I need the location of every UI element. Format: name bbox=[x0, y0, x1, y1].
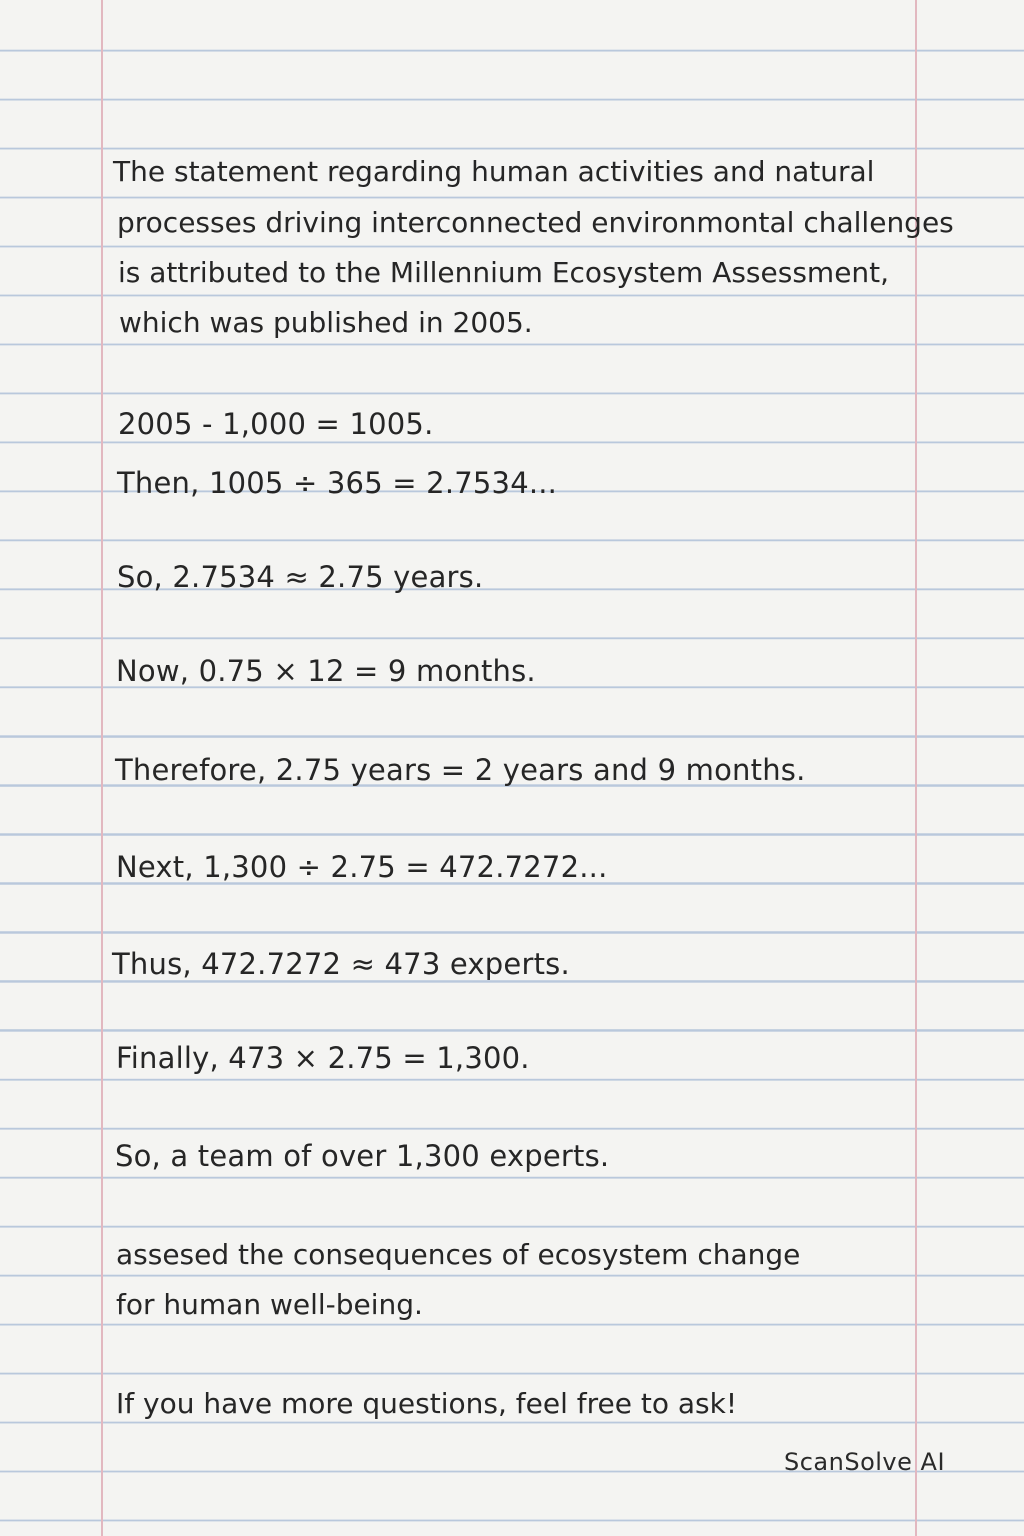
step-approx-years: So, 2.7534 ≈ 2.75 years. bbox=[117, 560, 484, 594]
step-years-months: Therefore, 2.75 years = 2 years and 9 months. bbox=[115, 753, 806, 787]
intro-line-1: The statement regarding human activities and natural bbox=[113, 155, 875, 188]
step-division-days: Then, 1005 ÷ 365 = 2.7534... bbox=[117, 466, 558, 500]
step-division-experts: Next, 1,300 ÷ 2.75 = 472.7272... bbox=[116, 850, 608, 884]
conclusion-line-2: for human well-being. bbox=[116, 1288, 423, 1321]
intro-line-2: processes driving interconnected environmontal challenges bbox=[117, 206, 954, 239]
intro-line-3: is attributed to the Millennium Ecosystem Assessment, bbox=[118, 256, 890, 289]
step-approx-experts: Thus, 472.7272 ≈ 473 experts. bbox=[112, 947, 570, 981]
step-subtraction: 2005 - 1,000 = 1005. bbox=[118, 407, 434, 441]
closing-message: If you have more questions, feel free to ask! bbox=[116, 1387, 738, 1420]
step-final-multiplication: Finally, 473 × 2.75 = 1,300. bbox=[116, 1041, 530, 1075]
intro-line-4: which was published in 2005. bbox=[119, 306, 533, 339]
conclusion-line-1: assesed the consequences of ecosystem change bbox=[116, 1238, 801, 1271]
signature: ScanSolve AI bbox=[784, 1448, 946, 1476]
step-months: Now, 0.75 × 12 = 9 months. bbox=[116, 654, 536, 688]
step-team-size: So, a team of over 1,300 experts. bbox=[115, 1139, 610, 1173]
